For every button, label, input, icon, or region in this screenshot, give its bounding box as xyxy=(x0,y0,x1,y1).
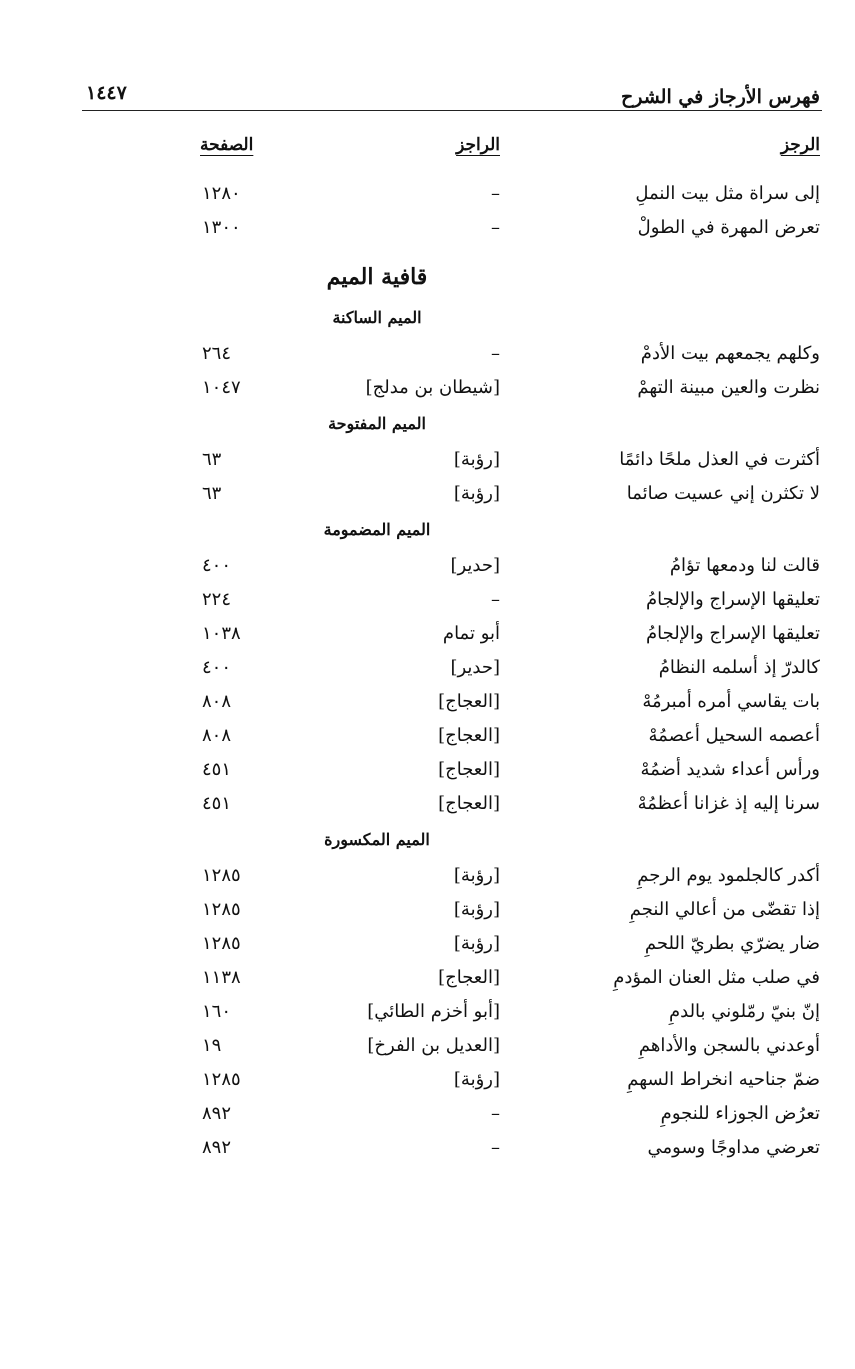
page-ref: ٢٢٤ xyxy=(202,589,232,610)
index-row xyxy=(82,617,822,651)
page-ref: ١٠٤٧ xyxy=(202,377,241,398)
verse-text: قالت لنا ودمعها تؤامُ xyxy=(669,555,820,576)
page-ref: ١٢٨٠ xyxy=(202,183,241,204)
page-ref: ١٢٨٥ xyxy=(202,1069,241,1090)
index-row xyxy=(82,1029,822,1063)
index-row xyxy=(82,177,822,211)
index-row xyxy=(82,893,822,927)
verse-text: نظرت والعين مبينة التهمْ xyxy=(637,377,820,398)
index-page xyxy=(82,70,822,1330)
verse-text: كالدرّ إذ أسلمه النظامُ xyxy=(658,657,820,678)
index-row xyxy=(82,443,822,477)
verse-text: ضار يضرّي بطريّ اللحمِ xyxy=(644,933,820,954)
poet-name: [رؤبة] xyxy=(453,899,500,920)
index-row xyxy=(82,995,822,1029)
poet-name: [العجاج] xyxy=(438,691,500,712)
index-row xyxy=(82,719,822,753)
index-row xyxy=(82,337,822,371)
verse-text: تعرُض الجوزاء للنجومِ xyxy=(660,1103,820,1124)
poet-name: [العجاج] xyxy=(438,967,500,988)
index-row xyxy=(82,927,822,961)
poet-name: – xyxy=(491,217,500,238)
poet-name: – xyxy=(491,589,500,610)
index-row xyxy=(82,961,822,995)
verse-text: إنّ بنيّ رمّلوني بالدمِ xyxy=(668,1001,820,1022)
verse-text: بات يقاسي أمره أمبرمُهْ xyxy=(642,691,820,712)
poet-name: [رؤبة] xyxy=(453,483,500,504)
verse-text: تعليقها الإسراج والإلجامُ xyxy=(645,589,820,610)
column-headers xyxy=(82,111,822,159)
spacer xyxy=(82,159,822,177)
verse-text: وكلهم يجمعهم بيت الأدمْ xyxy=(640,343,820,364)
page-ref: ٤٠٠ xyxy=(202,555,232,576)
page-ref: ١٩ xyxy=(202,1035,222,1056)
poet-name: [العجاج] xyxy=(438,793,500,814)
section-heading: الميم الساكنة xyxy=(332,308,422,327)
page-ref: ١٢٨٥ xyxy=(202,865,241,886)
verse-text: ضمّ جناحيه انخراط السهمِ xyxy=(627,1069,820,1090)
section-heading: الميم المكسورة xyxy=(324,830,430,849)
poet-name: [العجاج] xyxy=(438,759,500,780)
page-title: فهرس الأرجاز في الشرح xyxy=(620,86,820,108)
poet-name: – xyxy=(491,1103,500,1124)
index-row xyxy=(82,211,822,245)
verse-text: إلى سراة مثل بيت النملِ xyxy=(635,183,820,204)
verse-text: إذا تقضّى من أعالي النجمِ xyxy=(629,899,820,920)
page-number: ١٤٤٧ xyxy=(86,82,127,104)
running-head xyxy=(82,70,822,111)
page-ref: ٨٠٨ xyxy=(202,725,232,746)
poet-name: [العجاج] xyxy=(438,725,500,746)
poet-name: [شيطان بن مدلج] xyxy=(365,377,500,398)
poet-name: [رؤبة] xyxy=(453,865,500,886)
poet-name: – xyxy=(491,183,500,204)
column-header-page: الصفحة xyxy=(200,135,254,155)
poet-name: [رؤبة] xyxy=(453,449,500,470)
poet-name: – xyxy=(491,1137,500,1158)
page-ref: ١٦٠ xyxy=(202,1001,232,1022)
verse-text: لا تكثرن إني عسيت صائما xyxy=(626,483,820,504)
index-row xyxy=(82,549,822,583)
index-row xyxy=(82,753,822,787)
verse-text: تعليقها الإسراج والإلجامُ xyxy=(645,623,820,644)
verse-text: تعرضي مداوجًا وسومي xyxy=(647,1137,820,1158)
page-ref: ١١٣٨ xyxy=(202,967,241,988)
index-row xyxy=(82,477,822,511)
verse-text: ورأس أعداء شديد أضمُهْ xyxy=(640,759,820,780)
index-row xyxy=(82,1097,822,1131)
poet-name: [حدير] xyxy=(450,657,500,678)
page-ref: ٨٩٢ xyxy=(202,1103,232,1124)
page-ref: ٤٥١ xyxy=(202,793,232,814)
poet-name: [رؤبة] xyxy=(453,933,500,954)
verse-text: أكثرت في العذل ملحًا دائمًا xyxy=(619,449,820,470)
index-row xyxy=(82,1063,822,1097)
column-header-rajiz: الراجز xyxy=(456,135,500,155)
verse-text: في صلب مثل العنان المؤدمِ xyxy=(613,967,820,988)
page-ref: ١٢٨٥ xyxy=(202,933,241,954)
index-row xyxy=(82,859,822,893)
section-heading: الميم المفتوحة xyxy=(328,414,426,433)
section-heading: الميم المضمومة xyxy=(323,520,431,539)
verse-text: أكدر كالجلمود يوم الرجمِ xyxy=(637,865,820,886)
index-row xyxy=(82,685,822,719)
page-ref: ٦٣ xyxy=(202,449,222,470)
verse-text: سرنا إليه إذ غزانا أعظمُهْ xyxy=(637,793,820,814)
poet-name: [رؤبة] xyxy=(453,1069,500,1090)
page-ref: ٨٠٨ xyxy=(202,691,232,712)
page-ref: ٤٠٠ xyxy=(202,657,232,678)
page-ref: ٦٣ xyxy=(202,483,222,504)
verse-text: أعصمه السحيل أعصمُهْ xyxy=(648,725,820,746)
rhyme-heading: قافية الميم xyxy=(326,264,428,290)
index-row xyxy=(82,583,822,617)
verse-text: تعرض المهرة في الطولْ xyxy=(637,217,820,238)
index-row xyxy=(82,371,822,405)
index-row xyxy=(82,787,822,821)
page-ref: ٢٦٤ xyxy=(202,343,232,364)
verse-text: أوعدني بالسجن والأداهمِ xyxy=(638,1035,820,1056)
page-ref: ١٣٠٠ xyxy=(202,217,241,238)
page-ref: ١٠٣٨ xyxy=(202,623,241,644)
index-row xyxy=(82,651,822,685)
poet-name: أبو تمام xyxy=(442,623,500,644)
poet-name: [أبو أخزم الطائي] xyxy=(367,1001,500,1022)
poet-name: [العديل بن الفرخ] xyxy=(367,1035,500,1056)
poet-name: – xyxy=(491,343,500,364)
poet-name: [حدير] xyxy=(450,555,500,576)
page-ref: ٤٥١ xyxy=(202,759,232,780)
page-ref: ١٢٨٥ xyxy=(202,899,241,920)
page-ref: ٨٩٢ xyxy=(202,1137,232,1158)
column-header-rajaz: الرجز xyxy=(780,135,820,155)
index-row xyxy=(82,1131,822,1165)
